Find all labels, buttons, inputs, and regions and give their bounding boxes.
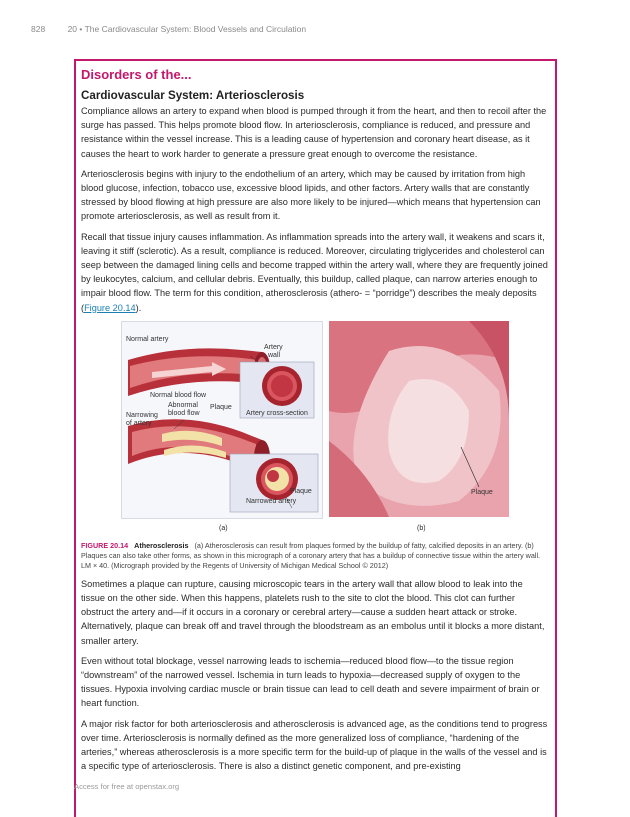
label-abnormal-1: Abnormal	[168, 401, 198, 409]
caption-number: FIGURE 20.14	[81, 540, 129, 550]
paragraph: Even without total blockage, vessel narrowing leads to ischemia—reduced blood flow—to the tissue region “downstream” of the narrowed vessel. Ischemia in turn leads to hypoxia—decreased supply of oxygen to the tissues. Hypoxia involving cardiac muscle or brain tissue can lead to cell death and severe impairment of brain or heart function.	[81, 655, 540, 709]
label-abnormal-2: blood flow	[168, 409, 200, 417]
paragraph: Arteriosclerosis begins with injury to the endothelium of an artery, which may be caused by irritation from high blood glucose, infection, tobacco use, excessive blood lipids, and other factors. Artery walls that are constantly stressed by blood flowing at high pressure are also more likely to be injured—which means that hypertension can promote arteriosclerosis, as well as result from it.	[81, 168, 541, 222]
label-narrowed-artery: Narrowed artery	[246, 497, 297, 505]
label-narrowing-2: of artery	[126, 419, 152, 427]
figure-caption	[81, 541, 549, 571]
paragraph: A major risk factor for both arteriosclerosis and atherosclerosis is advanced age, as the conditions tend to progress over time. Arteriosclerosis is normally defined as the more generalized loss of compliance, “hardening of the arteries,” whereas atherosclerosis is a more specific term for the build-up of plaque in the walls of the vessel and is a specific type of arteriosclerosis. There is also a distinct genetic component, and pre-existing	[81, 718, 548, 772]
running-header	[31, 24, 306, 34]
atherosclerosis-illustration	[121, 321, 323, 519]
label-artery-cross-section: Artery cross-section	[246, 409, 308, 417]
figure-20-14	[81, 321, 549, 541]
disorders-feature-box	[74, 59, 557, 817]
page-footer: Access for free at openstax.org	[74, 782, 180, 791]
figure-link[interactable]: Figure 20.14	[84, 302, 136, 313]
feature-box-title: Disorders of the...	[81, 67, 192, 82]
label-normal-artery: Normal artery	[126, 335, 169, 343]
label-plaque-a: Plaque	[210, 403, 232, 411]
section-title: Cardiovascular System: Arteriosclerosis	[81, 89, 305, 102]
micrograph-image	[329, 321, 509, 517]
running-title: 20 • The Cardiovascular System: Blood Vessels and Circulation	[67, 24, 307, 34]
caption-title: Atherosclerosis	[134, 540, 189, 550]
paragraph: Compliance allows an artery to expand when blood is pumped through it from the heart, and then to recoil after the surge has passed. This helps promote blood flow. In arteriosclerosis, compliance is reduced, and pressure and resistance within the vessel increase. This is a leading cause of hypertension and coronary heart disease, as it causes the heart to work harder to generate a pressure great enough to overcome the resistance.	[81, 106, 547, 159]
paragraph	[81, 230, 549, 315]
label-normal-blood-flow: Normal blood flow	[150, 391, 207, 399]
micrograph-graphic	[329, 321, 509, 517]
label-plaque-b: Plaque	[471, 488, 493, 496]
paragraph: Sometimes a plaque can rupture, causing microscopic tears in the artery wall that allow blood to leak into the tissue on the other side. When this happens, platelets rush to the site to clot the blood. This clot can further obstruct the artery and—if it occurs in a coronary or cerebral artery—cause a sudden heart attack or stroke. Alternatively, plaque can break off and travel through the bloodstream as an embolus until it blocks a more distant, smaller artery.	[81, 578, 545, 646]
page-number: 828	[31, 24, 46, 34]
paragraph-text-end: ).	[135, 302, 142, 313]
caption-text: (a) Atherosclerosis can result from plaques formed by the buildup of fatty, calcified deposits in an artery. (b) Plaques can also take other forms, as shown in this micrograph of a coronary artery that has a buildup of connective tissue within the artery wall. LM × 40. (Micrograph provided by the Regents of University of Michigan Medical School © 2012)	[81, 540, 541, 570]
panel-b-label: (b)	[417, 524, 426, 532]
label-artery-wall-1: Artery	[264, 343, 283, 351]
label-narrowing-1: Narrowing	[126, 411, 158, 419]
panel-a-label: (a)	[219, 524, 228, 532]
label-plaque-inset: Plaque	[290, 487, 312, 495]
paragraph-text: Recall that tissue injury causes inflammation. As inflammation spreads into the artery wall, it weakens and scars it, leaving it stiff (sclerotic). As a result, compliance is reduced. Moreover, circulating triglycerides and cholesterol can seep between the damaged lining cells and become trapped within the artery wall, where they are frequently joined by leukocytes, calcium, and cellular debris. Eventually, this buildup, called plaque, can narrow arteries enough to impair blood flow. The term for this condition, atherosclerosis (athero- = “porridge”) describes the mealy deposits (	[81, 231, 548, 313]
label-artery-wall-2: wall	[268, 351, 281, 359]
